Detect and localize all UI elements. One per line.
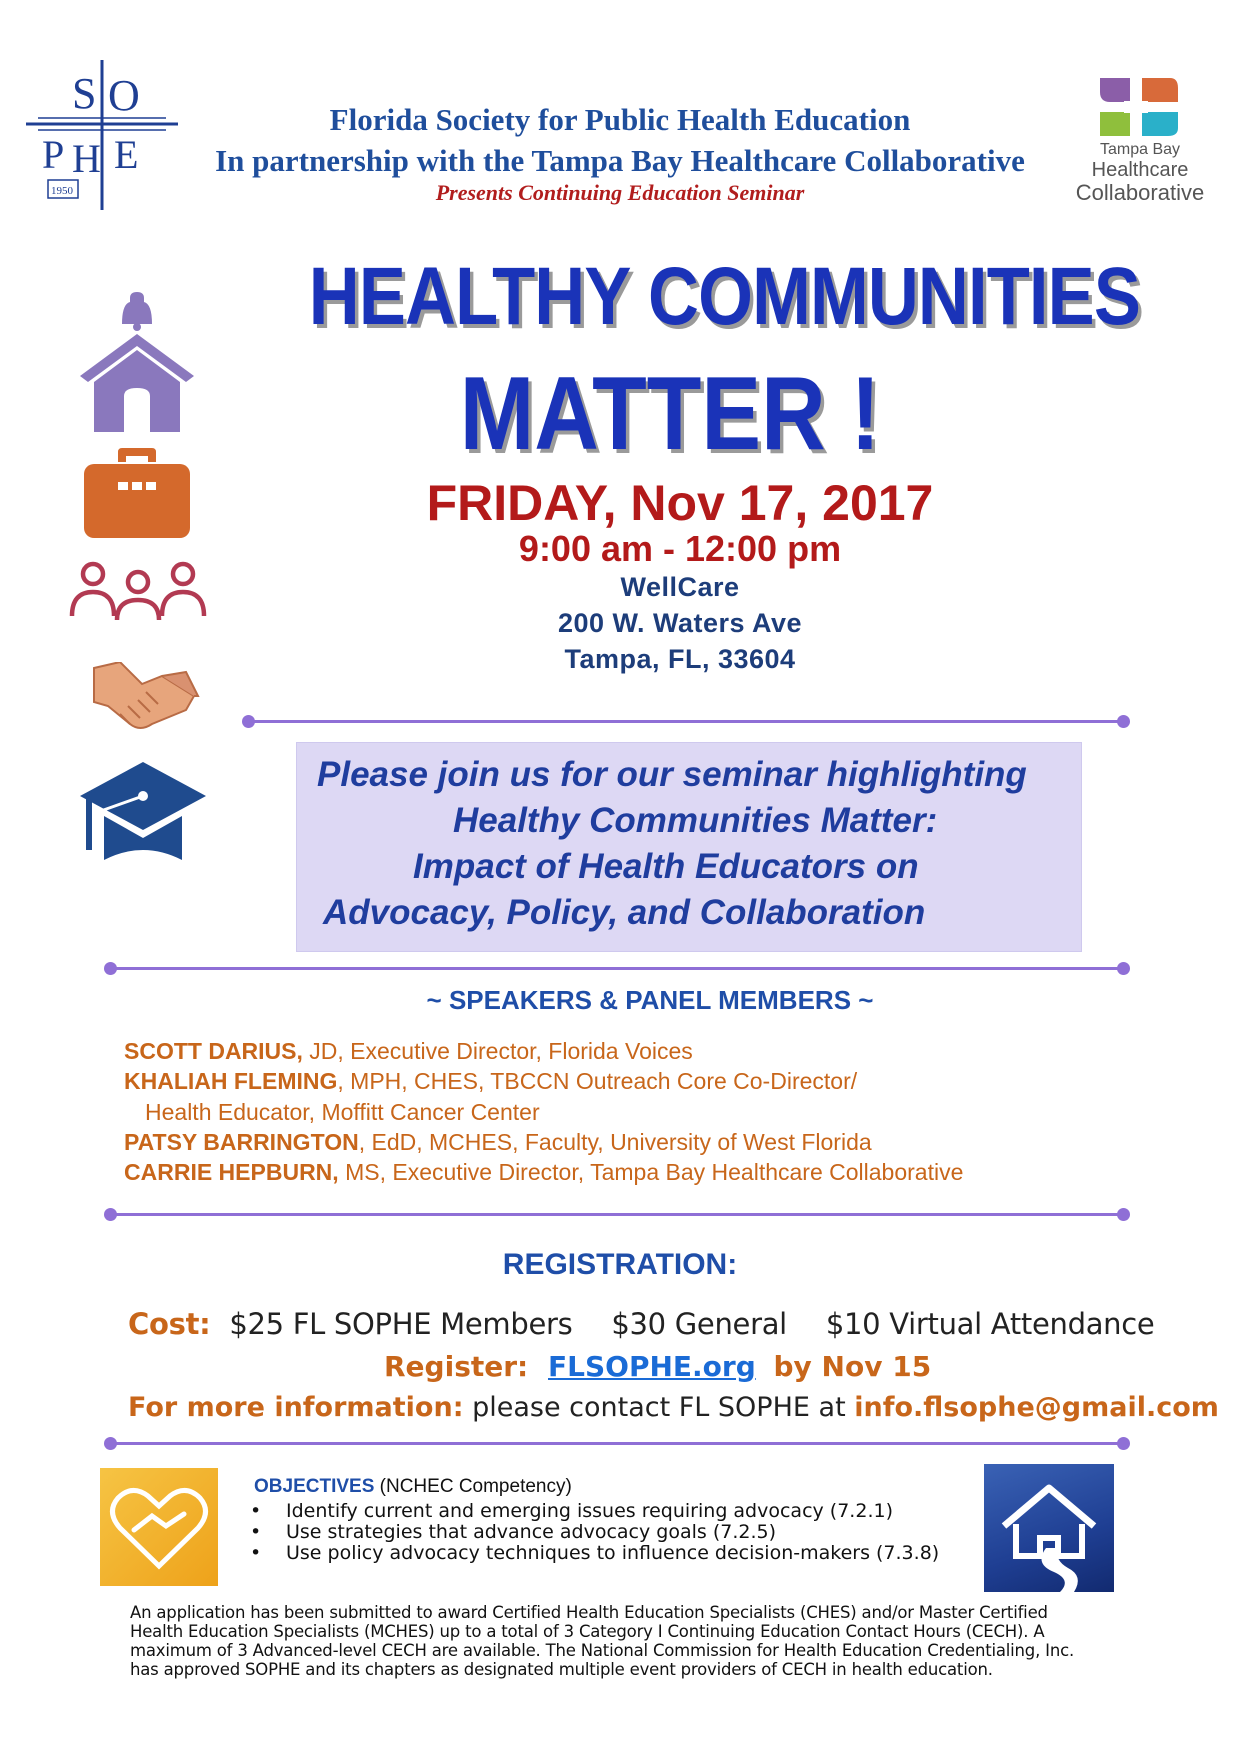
divider-speakers xyxy=(110,967,1124,970)
footnote-line1: An application has been submitted to award Certified Health Education Specialists (CHES) and/or Master Certified xyxy=(130,1603,1048,1622)
divider-top xyxy=(248,720,1124,723)
event-date: FRIDAY, Nov 17, 2017 xyxy=(426,475,934,531)
seminar-box xyxy=(296,742,1082,952)
speaker-1 xyxy=(124,1038,693,1065)
objective-3 xyxy=(250,1542,939,1564)
speaker-1-name: SCOTT DARIUS, xyxy=(124,1038,303,1064)
more-info-text: please contact FL SOPHE at xyxy=(463,1392,855,1423)
objective-3-bullet: • xyxy=(250,1542,262,1564)
tbhc-logo-text xyxy=(1040,142,1240,204)
divider-objectives xyxy=(110,1442,1124,1445)
briefcase-icon xyxy=(84,448,190,538)
cost-virtual: $10 Virtual Attendance xyxy=(825,1307,1155,1341)
sophe-logo-year: 1950 xyxy=(51,185,73,197)
cost-general: $30 General xyxy=(611,1307,787,1341)
speaker-1-details: JD, Executive Director, Florida Voices xyxy=(302,1038,693,1064)
svg-text:S: S xyxy=(72,69,97,118)
registration-heading: REGISTRATION: xyxy=(502,1248,738,1281)
register-link[interactable]: FLSOPHE.org xyxy=(548,1350,756,1383)
title-line2: MATTER ! xyxy=(459,356,881,472)
cost-members: $25 FL SOPHE Members xyxy=(229,1307,573,1341)
heart-handshake-icon xyxy=(100,1468,218,1586)
church-icon xyxy=(78,292,196,432)
speaker-3 xyxy=(124,1129,872,1156)
tbhc-logo-line1: Tampa Bay xyxy=(1099,141,1181,158)
svg-text:P: P xyxy=(42,132,65,177)
speakers-heading: ~ SPEAKERS & PANEL MEMBERS ~ xyxy=(426,985,874,1015)
footnote-line4: has approved SOPHE and its chapters as designated multiple event providers of CECH in health education. xyxy=(130,1660,993,1679)
cost-line xyxy=(128,1307,1154,1341)
tbhc-logo-line2: Healthcare xyxy=(1091,159,1189,181)
objectives-label: OBJECTIVES xyxy=(254,1476,375,1497)
divider-registration xyxy=(110,1213,1124,1216)
speaker-2-details: , MPH, CHES, TBCCN Outreach Core Co-Director/ xyxy=(337,1068,858,1094)
seminar-line3: Impact of Health Educators on xyxy=(413,847,919,886)
objective-3-text: Use policy advocacy techniques to influence decision-makers (7.3.8) xyxy=(286,1542,940,1564)
objective-2-text: Use strategies that advance advocacy goals (7.2.5) xyxy=(286,1521,776,1543)
register-deadline: by Nov 15 xyxy=(773,1350,932,1383)
presents-line: Presents Continuing Education Seminar xyxy=(435,180,805,205)
speaker-2 xyxy=(124,1068,857,1095)
ceu-footnote xyxy=(130,1603,1130,1679)
speaker-4 xyxy=(124,1159,963,1186)
objectives-sub: (NCHEC Competency) xyxy=(374,1476,572,1497)
more-info-label: For more information: xyxy=(128,1392,464,1423)
seminar-line1: Please join us for our seminar highlighting xyxy=(317,755,1027,794)
register-line xyxy=(384,1350,931,1383)
objectives-title xyxy=(254,1476,572,1498)
objective-2 xyxy=(250,1521,776,1543)
venue-address-line1: 200 W. Waters Ave xyxy=(557,608,803,638)
objective-1-text: Identify current and emerging issues requiring advocacy (7.2.1) xyxy=(286,1500,893,1522)
contact-email[interactable]: info.flsophe@gmail.com xyxy=(854,1392,1219,1423)
seminar-line4: Advocacy, Policy, and Collaboration xyxy=(323,893,926,932)
footnote-line2: Health Education Specialists (MCHES) up to a total of 3 Category I Continuing Education Contact Hours (CECH). A xyxy=(130,1622,1045,1641)
venue-address-line2: Tampa, FL, 33604 xyxy=(564,644,796,674)
register-label: Register: xyxy=(384,1350,529,1383)
sophe-logo xyxy=(22,60,182,220)
speaker-2-cont xyxy=(145,1099,540,1126)
svg-text:H: H xyxy=(72,136,101,181)
partner-line: In partnership with the Tampa Bay Healthcare Collaborative xyxy=(215,143,1025,178)
objective-2-bullet: • xyxy=(250,1521,262,1543)
venue-name: WellCare xyxy=(620,572,740,602)
footnote-line3: maximum of 3 Advanced-level CECH are available. The National Commission for Health Education Credentialing, Inc. xyxy=(130,1641,1074,1660)
seminar-line2: Healthy Communities Matter: xyxy=(453,801,938,840)
svg-text:O: O xyxy=(108,71,140,120)
house-path-icon xyxy=(984,1464,1114,1592)
org-name: Florida Society for Public Health Education xyxy=(329,102,911,137)
handshake-icon xyxy=(90,662,200,742)
title-line1: HEALTHY COMMUNITIES xyxy=(308,251,1141,342)
cost-label: Cost: xyxy=(128,1307,211,1341)
speaker-3-name: PATSY BARRINGTON xyxy=(124,1129,359,1155)
speaker-2-details-cont: Health Educator, Moffitt Cancer Center xyxy=(145,1099,540,1125)
svg-text:E: E xyxy=(114,132,139,177)
speaker-4-name: CARRIE HEPBURN, xyxy=(124,1159,339,1185)
speaker-3-details: , EdD, MCHES, Faculty, University of West Florida xyxy=(358,1129,872,1155)
event-time: 9:00 am - 12:00 pm xyxy=(518,528,842,569)
speaker-2-name: KHALIAH FLEMING xyxy=(124,1068,338,1094)
tbhc-logo-line3: Collaborative xyxy=(1075,180,1205,205)
people-icon xyxy=(68,560,208,620)
speaker-4-details: MS, Executive Director, Tampa Bay Healthcare Collaborative xyxy=(338,1159,964,1185)
graduation-cap-icon xyxy=(78,760,208,870)
objective-1-bullet: • xyxy=(250,1500,262,1522)
objective-1 xyxy=(250,1500,893,1522)
more-info-line xyxy=(128,1392,1219,1423)
